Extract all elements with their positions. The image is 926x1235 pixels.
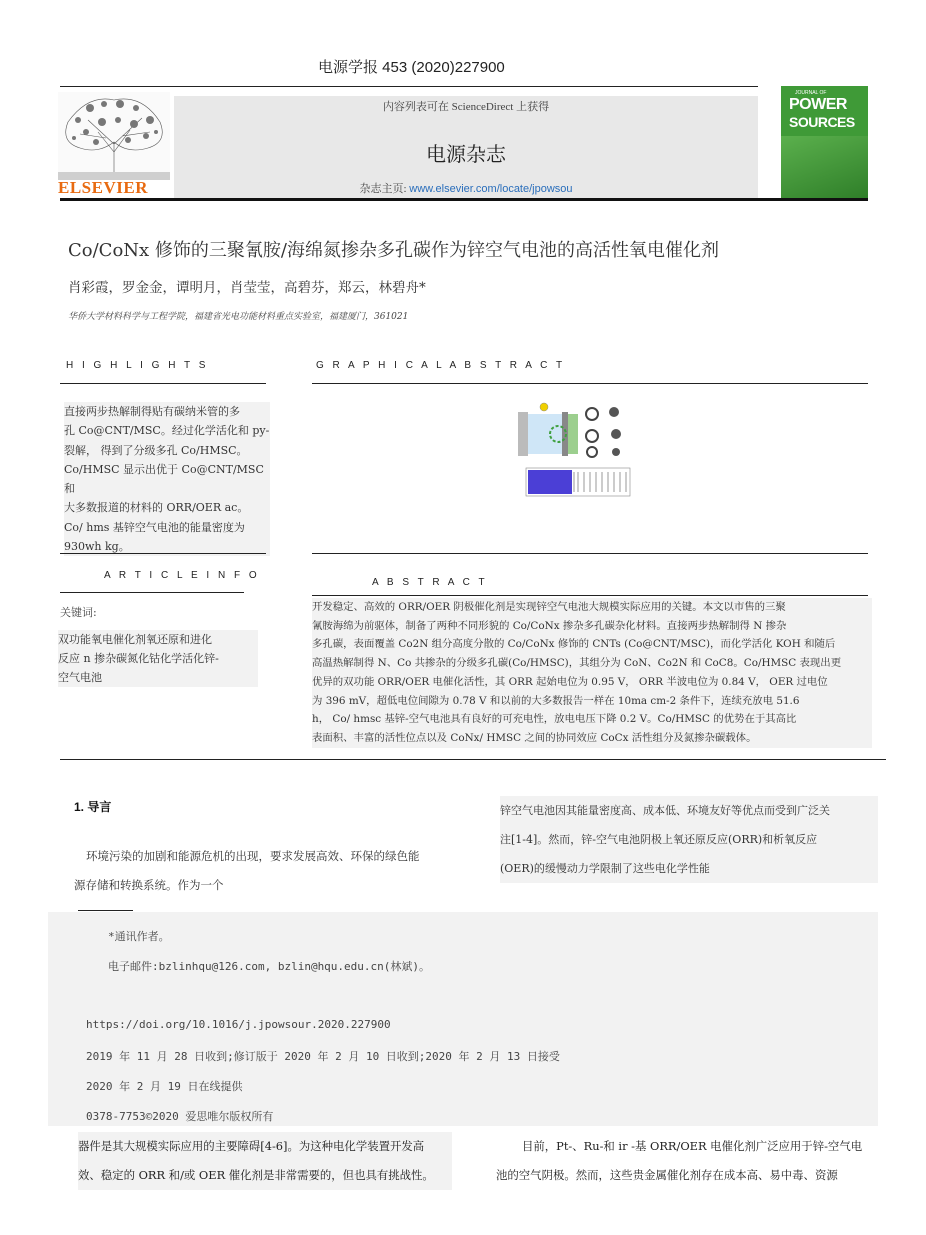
keywords-label: 关键词: [60, 606, 97, 619]
article-title: Co/CoNx 修饰的三聚氰胺/海绵氮掺杂多孔碳作为锌空气电池的高活性氧电催化剂 [68, 240, 719, 261]
abstract-line: 优异的双功能 ORR/OER 电催化活性，其 ORR 起始电位为 0.95 V， ORR 半波电位为 0.84 V， OER 过电位 [312, 675, 828, 688]
abstract-line: 开发稳定、高效的 ORR/OER 阴极催化剂是实现锌空气电池大规模实际应用的关键。本文以市售的三聚 [312, 601, 786, 613]
contents-note: 内容列表可在 ScienceDirect 上获得 [382, 101, 550, 113]
abstract-line: 多孔碳，表面覆盖 Co2N 组分高度分散的 Co/CoNx 修饰的 CNTs (Co@CNT/MSC)，而化学活化 KOH 和随后 [312, 638, 836, 651]
abstract-heading: A B S T R A C T [372, 577, 488, 588]
keywords-list [58, 630, 258, 687]
cover-title-line2: SOURCES [789, 114, 855, 130]
intro-heading: 1. 导言 [74, 800, 112, 814]
elsevier-logo [58, 92, 170, 198]
abstract-rule [312, 595, 868, 596]
graphical-abstract-image [512, 400, 636, 510]
article-info-heading: A R T I C L E I N F O [104, 570, 260, 581]
intro-left-line: 源存储和转换系统。作为一个 [74, 878, 224, 892]
masthead-panel [174, 96, 758, 198]
online-date: 2020 年 2 月 19 日在线提供 [86, 1080, 243, 1093]
abstract-line: 高温热解制得 N、Co 共掺杂的分级多孔碳(Co/HMSC)，其组分为 CoN、Co2N 和 CoC8。Co/HMSC 表现出更 [312, 657, 842, 670]
homepage-link[interactable]: www.elsevier.com/locate/jpowsou [409, 183, 573, 195]
journal-name: 电源杂志 [426, 144, 506, 166]
header-top-rule [60, 86, 758, 87]
keyword-line: 双功能氧电催化剂氧还原和进化 [58, 633, 212, 646]
footnote-rule [78, 910, 133, 911]
homepage-label: 杂志主页: [359, 183, 410, 195]
graphical-abstract-heading: G R A P H I C A L A B S T R A C T [316, 360, 566, 371]
graphical-abstract-bottom-rule [312, 553, 868, 554]
continuation-right-text [496, 1132, 880, 1190]
intro-right-line: 注[1-4]。然而，锌-空气电池阴极上氧还原反应(ORR)和析氧反应 [500, 833, 818, 846]
graphical-abstract-figure [512, 400, 636, 510]
journal-reference: 电源学报 453 (2020)227900 [318, 59, 505, 76]
journal-cover [781, 86, 868, 198]
highlights-heading: H I G H L I G H T S [66, 360, 209, 371]
continuation-right-line: 池的空气阴极。然而，这些贵金属催化剂存在成本高、易中毒、资源 [496, 1168, 838, 1182]
continuation-right-line: 目前，Pt-、Ru-和 ir -基 ORR/OER 电催化剂广泛应用于锌-空气电 [522, 1139, 863, 1153]
keyword-line: 空气电池 [58, 671, 102, 684]
cover-small-text: JOURNAL OF [795, 90, 827, 96]
intro-left-text [74, 842, 474, 900]
abstract-line: 表面积、丰富的活性位点以及 CoNx/ HMSC 之间的协同效应 CoCx 活性组分及氮掺杂碳载体。 [312, 731, 757, 744]
highlights-bottom-rule [60, 553, 266, 554]
continuation-left-line: 器件是其大规模实际应用的主要障碍[4-6]。为这种电化学装置开发高 [78, 1139, 425, 1153]
highlights-box [64, 402, 270, 556]
intro-right-text [500, 796, 878, 883]
article-affiliation: 华侨大学材料科学与工程学院，福建省光电功能材料重点实验室，福建厦门，361021 [68, 312, 409, 322]
corresponding-author-note: *通讯作者。 [108, 930, 170, 943]
highlight-line: 大多数报道的材料的 ORR/OER ac。 [64, 501, 249, 515]
cover-title-line1: POWER [789, 96, 847, 113]
continuation-left-line: 效、稳定的 ORR 和/或 OER 催化剂是非常需要的，但也具有挑战性。 [78, 1168, 434, 1182]
highlight-line: 直接两步热解制得贴有碳纳米管的多 [64, 405, 240, 418]
intro-right-line: (OER)的缓慢动力学限制了这些电化学性能 [500, 862, 710, 875]
graphical-abstract-top-rule [312, 383, 868, 384]
highlight-line: Co/HMSC 显示出优于 Co@CNT/MSC 和 [64, 462, 264, 496]
highlight-line: 930wh kg。 [64, 540, 130, 554]
abstract-bottom-rule [60, 759, 886, 760]
abstract-line: h， Co/ hmsc 基锌-空气电池具有良好的可充电性，放电电压下降 0.2 V。Co/HMSC 的优势在于其高比 [312, 713, 797, 726]
copyright-line: 0378-7753©2020 爱思唯尔版权所有 [86, 1110, 274, 1123]
intro-right-line: 锌空气电池因其能量密度高、成本低、环境友好等优点而受到广泛关 [500, 804, 830, 817]
article-info-rule [60, 592, 244, 593]
highlight-line: 孔 Co@CNT/MSC。经过化学活化和 py- [64, 424, 270, 438]
abstract-body [312, 598, 872, 748]
continuation-left-text [78, 1132, 452, 1190]
keyword-line: 反应 n 掺杂碳氮化钴化学活化锌- [58, 652, 219, 665]
cover-leaf-art [781, 136, 868, 198]
journal-homepage [174, 180, 758, 196]
elsevier-tree-icon [58, 92, 170, 180]
highlights-list [64, 402, 270, 556]
received-dates: 2019 年 11 月 28 日收到;修订版于 2020 年 2 月 10 日收到;2020 年 2 月 13 日接受 [86, 1050, 560, 1063]
email-text[interactable]: 电子邮件:bzlinhqu@126.com, bzlin@hqu.edu.cn(林斌)。 [108, 960, 431, 973]
highlights-top-rule [60, 383, 266, 384]
highlight-line: Co/ hms 基锌空气电池的能量密度为 [64, 520, 245, 534]
highlight-line: 裂解， 得到了分级多孔 Co/HMSC。 [64, 443, 248, 457]
abstract-line: 为 396 mV，超低电位间隙为 0.78 V 和以前的大多数报告一样在 10ma cm-2 条件下，连续充放电 51.6 [312, 694, 800, 707]
article-authors: 肖彩霞，罗金金，谭明月，肖莹莹，高碧芬，郑云，林碧舟* [68, 280, 426, 296]
email-note [108, 958, 430, 974]
abstract-line: 氰胺海绵为前驱体，制备了两种不同形貌的 Co/CoNx 掺杂多孔碳杂化材料。直接两步热解制得 N 掺杂 [312, 619, 787, 632]
elsevier-wordmark: ELSEVIER [58, 178, 148, 197]
intro-left-line: 环境污染的加剧和能源危机的出现，要求发展高效、环保的绿色能 [86, 849, 420, 863]
doi-link[interactable]: https://doi.org/10.1016/j.jpowsour.2020.227900 [86, 1018, 391, 1031]
header-bottom-rule [60, 198, 868, 201]
